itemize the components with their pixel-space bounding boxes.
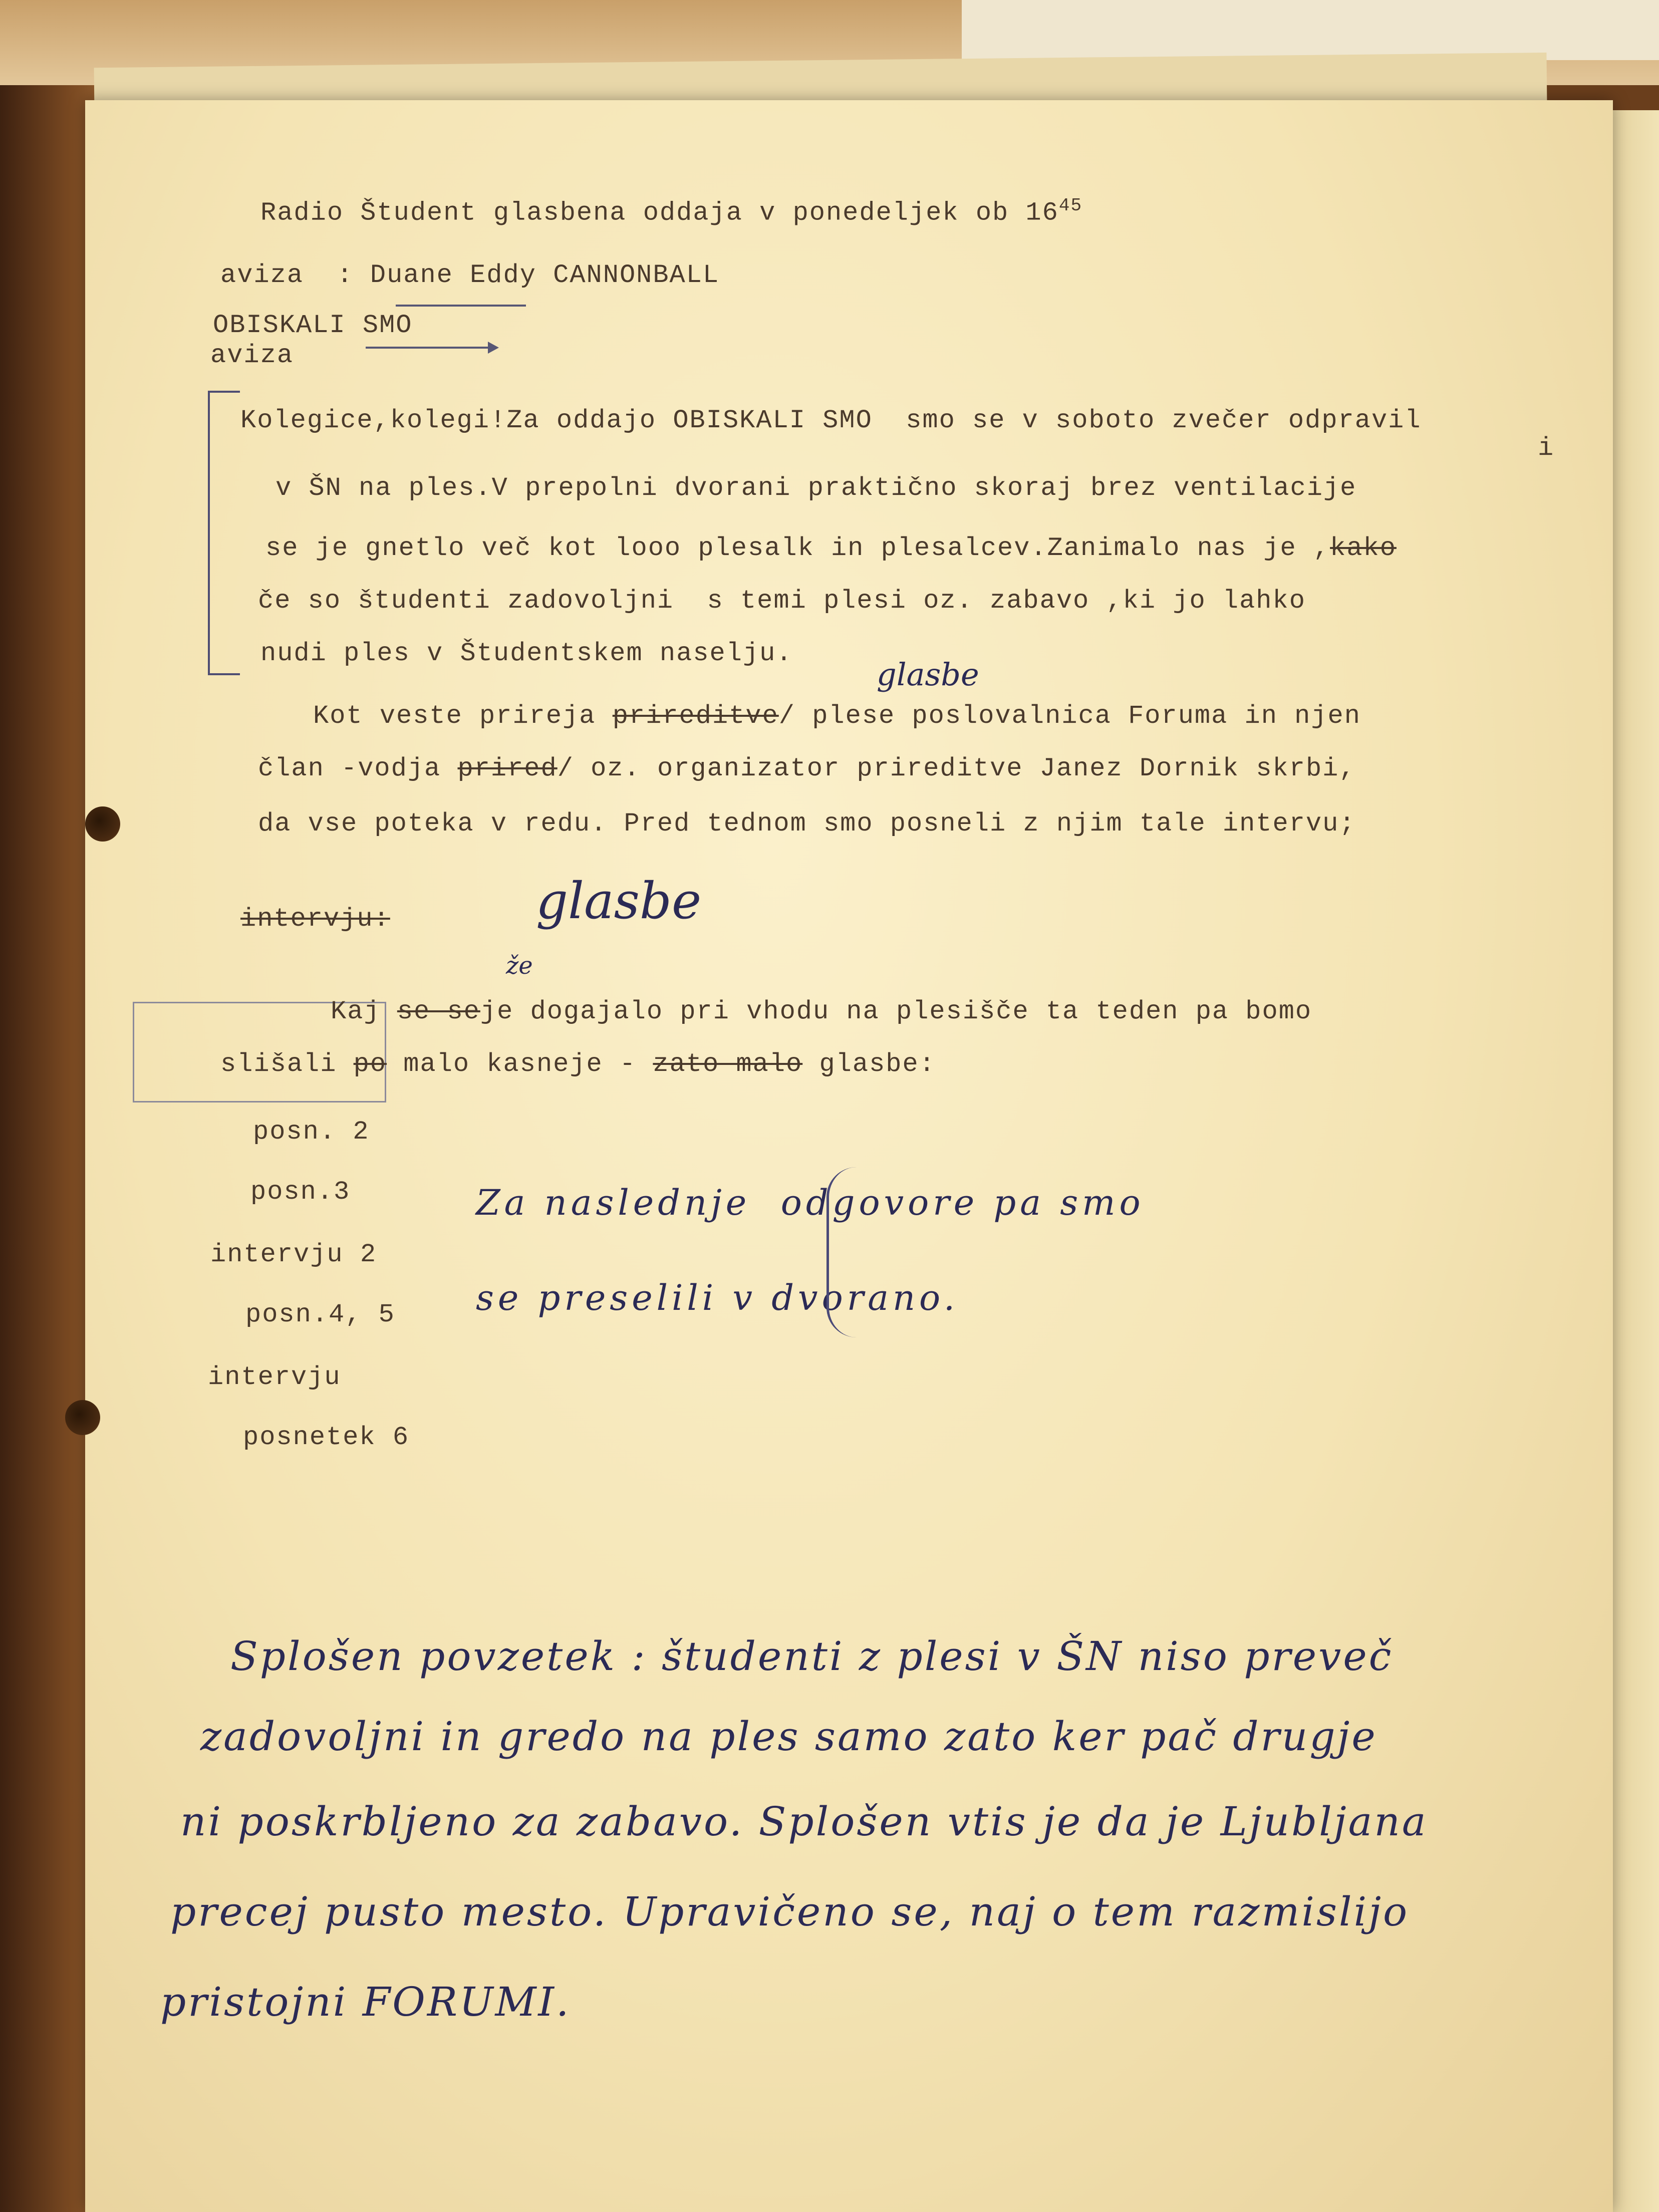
struck-kako: kako [1330, 533, 1397, 563]
aviza-line [220, 260, 719, 290]
section-title-underlined: SMO [362, 311, 413, 340]
aviza-text: : Duane Eddy CANNONBALL [337, 260, 720, 290]
program-item-2: posn.3 [250, 1177, 351, 1207]
program-item-5: intervju [208, 1362, 341, 1392]
summary-line-5: pristojni FORUMI. [160, 1979, 571, 2025]
para1-line-4: če so študenti zadovoljni s temi plesi oz. zabavo ,ki jo lahko [258, 586, 1306, 616]
struck-se-se: se se [397, 997, 480, 1026]
punch-hole-upper [85, 806, 120, 842]
underline-arrow [366, 347, 496, 349]
program-item-3: intervju 2 [210, 1240, 377, 1269]
header-time-superscript: 45 [1058, 195, 1083, 216]
section-title: OBISKALI SMO [213, 311, 413, 340]
struck-po: po [353, 1049, 387, 1079]
punch-hole-lower [65, 1400, 100, 1435]
header-line: Radio Študent glasbena oddaja v ponedeljek ob $16^{45}$ [260, 195, 1083, 228]
margin-note-line-1: Za naslednje odgovore pa smo [476, 1182, 1145, 1223]
document-page [85, 100, 1613, 2212]
struck-intervju: intervju: [240, 904, 390, 934]
para3-line-1: Kaj se seje dogajalo pri vhodu na plesišče ta teden pa bomo [331, 997, 1312, 1026]
margin-note-line-2: se preselili v dvorano. [476, 1277, 959, 1318]
para1-line-2: v ŠN na ples.V prepolni dvorani praktično skoraj brez ventilacije [275, 473, 1357, 503]
struck-zato-malo: zato malo [653, 1049, 803, 1079]
summary-line-1: Splošen povzetek : študenti z plesi v ŠN niso preveč [230, 1633, 1394, 1680]
insert-ze: že [506, 952, 533, 980]
para1-line-3: se je gnetlo več kot looo plesalk in plesalcev.Zanimalo nas je ,kako [265, 533, 1397, 563]
insert-glasbe: glasbe [877, 656, 979, 693]
para2-line-1: Kot veste prireja prireditve/ plese poslovalnica Foruma in njen [313, 701, 1361, 731]
para2-line-2: član -vodja prired/ oz. organizator prireditve Janez Dornik skrbi, [258, 754, 1356, 783]
para1-line-1: Kolegice,kolegi!Za oddajo OBISKALI SMO smo se v soboto zvečer odpravil [240, 406, 1422, 435]
para3-line-2: slišali po malo kasneje - zato malo glasbe: [220, 1049, 936, 1079]
para1-line-5: nudi ples v Študentskem naselju. [260, 639, 793, 668]
summary-line-2: zadovoljni in gredo na ples samo zato ker pač drugje [200, 1713, 1377, 1760]
handwritten-glasbe: glasbe [536, 872, 702, 930]
program-item-6: posnetek 6 [243, 1423, 410, 1452]
summary-line-4: precej pusto mesto. Upravičeno se, naj o tem razmislijo [170, 1888, 1410, 1935]
program-item-4: posn.4, 5 [245, 1300, 395, 1329]
struck-prired: prired [457, 754, 558, 783]
summary-line-3: ni poskrbljeno za zabavo. Splošen vtis je da je Ljubljana [180, 1798, 1428, 1845]
margin-note-curve [826, 1167, 869, 1337]
paragraph-bracket [208, 391, 240, 675]
struck-prireditve: prireditve [612, 701, 779, 731]
para1-margin-i: i [1538, 433, 1555, 463]
program-item-1: posn. 2 [253, 1117, 370, 1147]
aviza-label: aviza [220, 260, 304, 290]
aviza-second: aviza [210, 341, 294, 370]
para2-line-3: da vse poteka v redu. Pred tednom smo posneli z njim tale intervu; [258, 809, 1356, 839]
aviza-underline [396, 305, 526, 307]
background-sheet-top [962, 0, 1659, 60]
